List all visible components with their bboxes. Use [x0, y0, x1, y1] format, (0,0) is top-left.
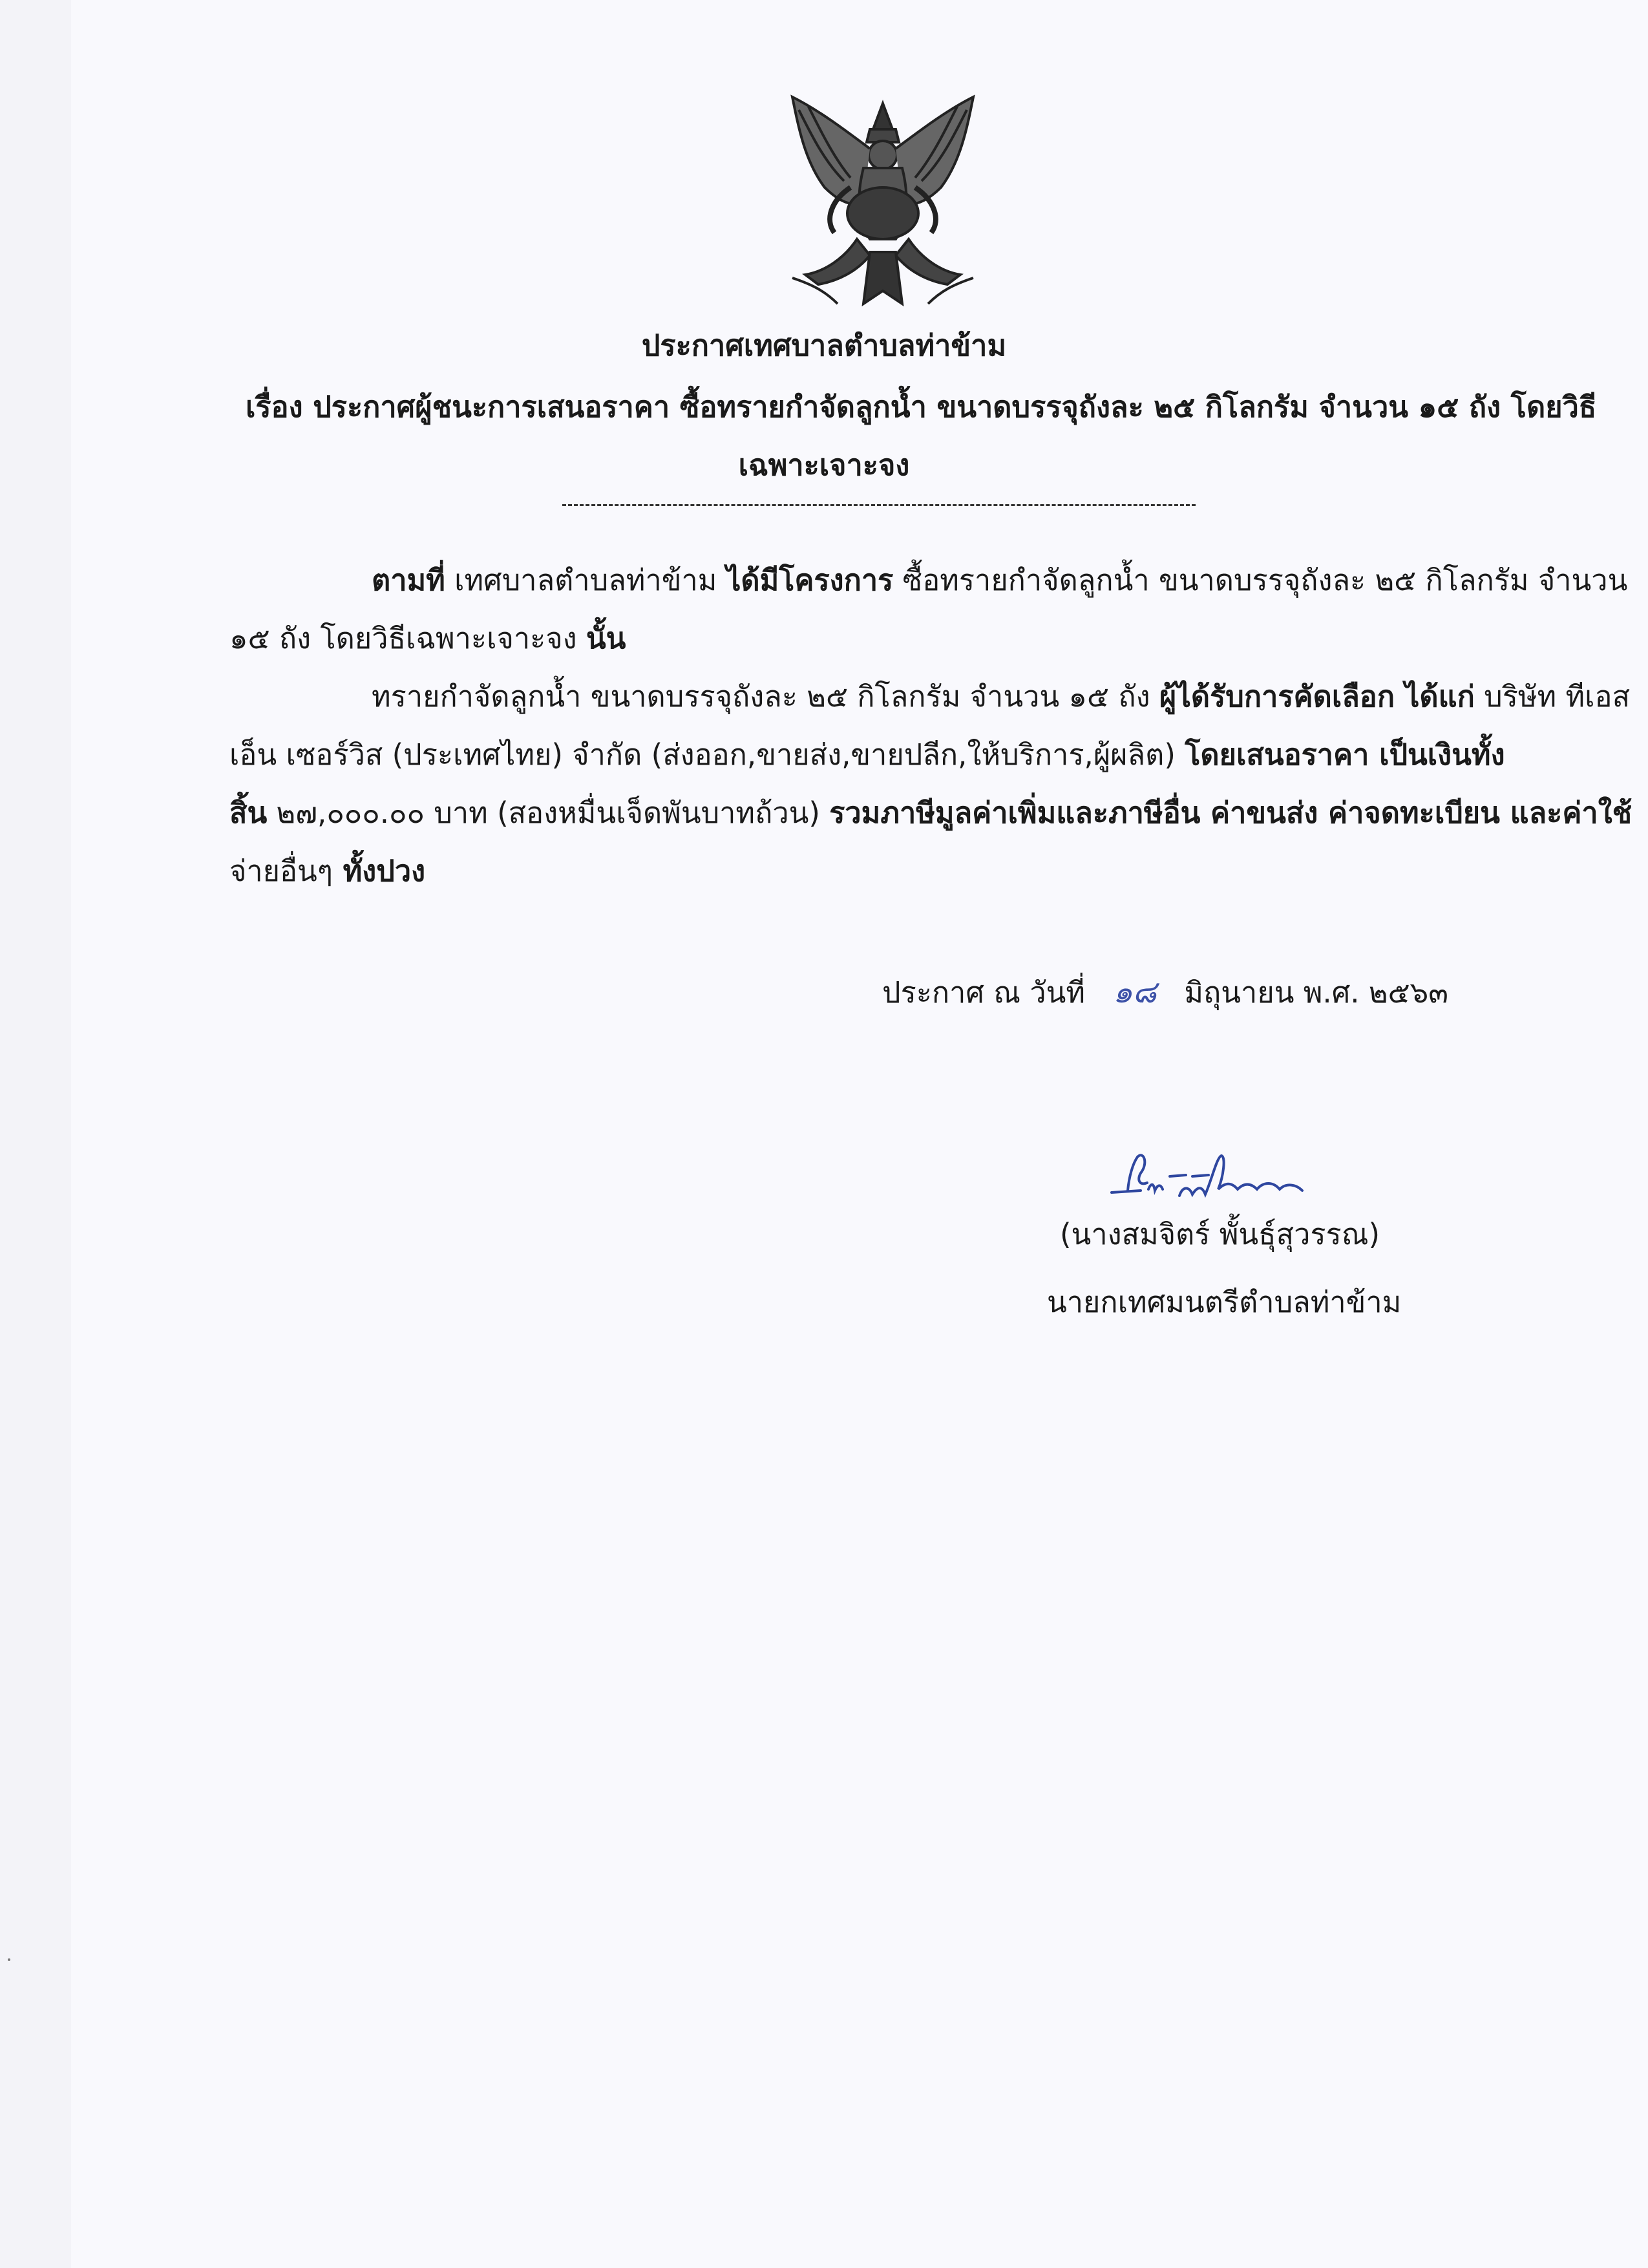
p1-method: ๑๕ ถัง โดยวิธีเฉพาะเจาะจง	[229, 621, 586, 655]
date-day-handwritten: ๑๘	[1112, 974, 1157, 1010]
p2-includes: รวมภาษีมูลค่าเพิ่มและภาษีอื่น ค่าขนส่ง ค่าจดทะเบียน และค่าใช้	[829, 796, 1632, 830]
paragraph-2-line-3	[229, 794, 1632, 832]
subject-line-1	[246, 388, 1596, 427]
signatory-position: นายกเทศมนตรีตำบลท่าข้าม	[1047, 1285, 1402, 1319]
separator-line	[562, 504, 1196, 509]
p2-all: ทั้งปวง	[332, 854, 426, 888]
subject-label: เรื่อง ประกาศผู้ชนะการเสนอราคา	[246, 390, 670, 424]
p1-agency: เทศบาลตำบลท่าข้าม	[445, 563, 726, 597]
paragraph-1-line-2	[229, 619, 626, 658]
paragraph-1-line-1	[372, 561, 1627, 600]
p1-end: นั้น	[586, 621, 626, 655]
p2-others: จ่ายอื่นๆ	[229, 854, 333, 888]
p2-winner-label: ผู้ได้รับการคัดเลือก ได้แก่	[1159, 679, 1475, 714]
p2-total-label: สิ้น	[229, 796, 268, 830]
p1-project-label: ได้มีโครงการ	[726, 563, 894, 597]
date-prefix: ประกาศ ณ วันที่	[882, 975, 1086, 1010]
p2-item: ทรายกำจัดลูกน้ำ ขนาดบรรจุถังละ ๒๕ กิโลกรัม จำนวน ๑๕ ถัง	[372, 679, 1159, 714]
scan-speck	[8, 1958, 10, 1961]
p1-lead: ตามที่	[372, 563, 445, 597]
garuda-emblem-icon	[773, 90, 993, 317]
p2-amount: ๒๗,๐๐๐.๐๐ บาท (สองหมื่นเจ็ดพันบาทถ้วน)	[267, 796, 830, 830]
p2-company-start: บริษัท ทีเอส	[1474, 679, 1631, 714]
signatory-name: (นางสมจิตร์ พั้นธุ์สุวรรณ)	[1060, 1217, 1380, 1251]
handwritten-signature	[1108, 1150, 1315, 1209]
document-title: ประกาศเทศบาลตำบลท่าข้าม	[641, 328, 1007, 363]
p2-company: เอ็น เซอร์วิส (ประเทศไทย) จำกัด (ส่งออก,ขายส่ง,ขายปลีก,ให้บริการ,ผู้ผลิต)	[229, 737, 1185, 772]
p1-project-text: ซื้อทรายกำจัดลูกน้ำ ขนาดบรรจุถังละ ๒๕ กิโลกรัม จำนวน	[893, 563, 1628, 597]
p2-price-label: โดยเสนอราคา เป็นเงินทั้ง	[1185, 737, 1505, 772]
paragraph-2-line-1	[372, 677, 1630, 716]
paragraph-2-line-4	[229, 852, 425, 891]
date-month-year: มิถุนายน พ.ศ. ๒๕๖๓	[1184, 975, 1448, 1010]
paragraph-2-line-2	[229, 736, 1505, 774]
subject-text: ซื้อทรายกำจัดลูกน้ำ ขนาดบรรจุถังละ ๒๕ กิโลกรัม จำนวน ๑๕ ถัง โดยวิธี	[670, 390, 1597, 424]
subject-line-2: เฉพาะเจาะจง	[738, 448, 910, 482]
announcement-date	[882, 973, 1448, 1012]
